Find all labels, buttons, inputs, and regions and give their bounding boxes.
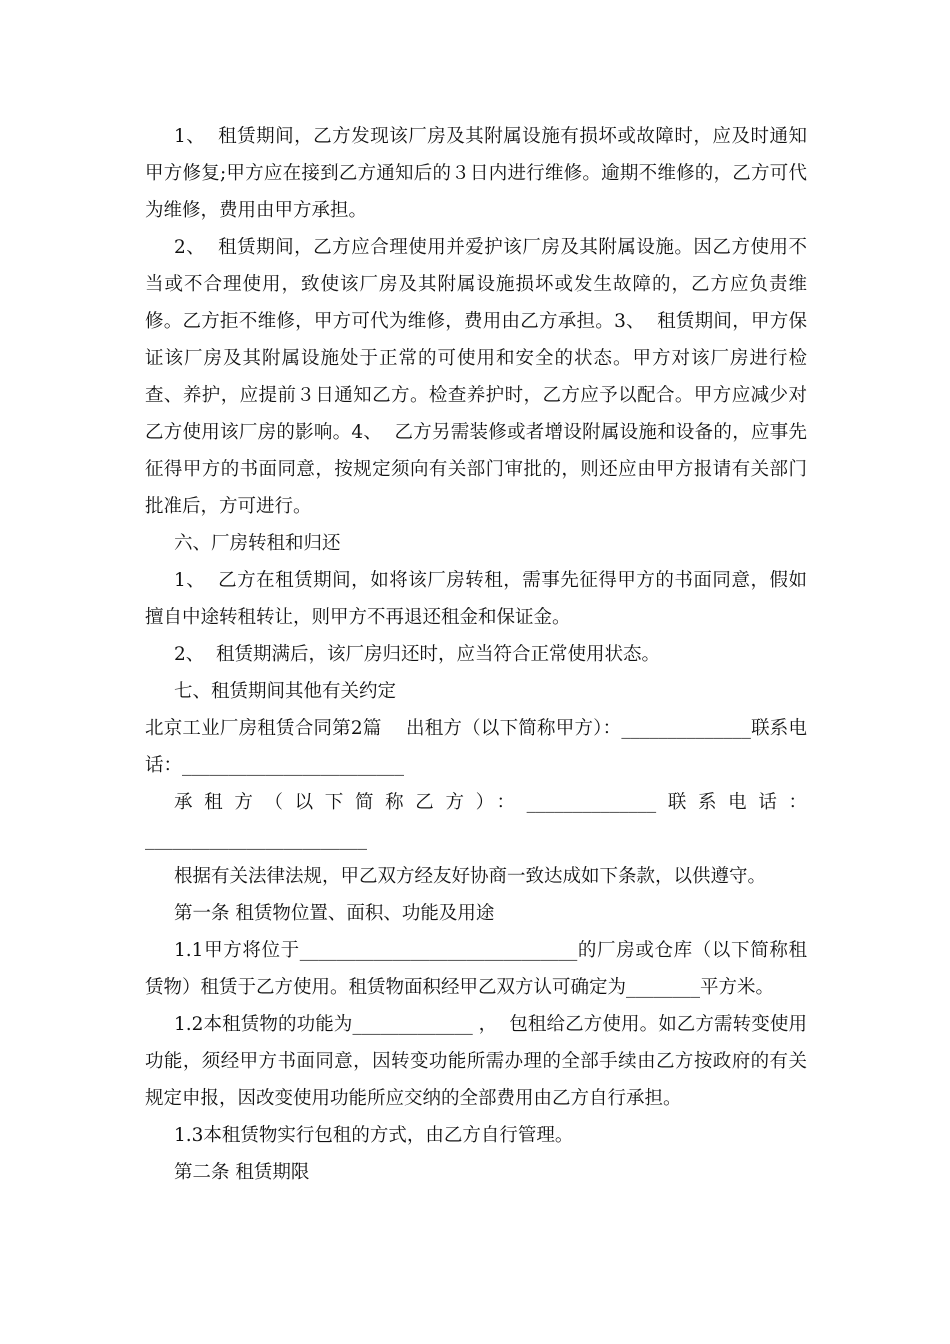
clause-repair-notice: 1、 租赁期间，乙方发现该厂房及其附属设施有损坏或故障时，应及时通知甲方修复;甲方应在接到乙方通知后的３日内进行维修。逾期不维修的，乙方可代为维修，费用由甲方承担。 (145, 126, 807, 221)
clause-proper-use: 2、 租赁期间，乙方应合理使用并爱护该厂房及其附属设施。因乙方使用不当或不合理使用，致使该厂房及其附属设施损坏或发生故障的，乙方应负责维修。乙方拒不维修，甲方可代为维修，费用由乙方承担。3、 租赁期间，甲方保证该厂房及其附属设施处于正常的可使用和安全的状态。甲方对该厂房进行检查、养护，应提前３日通知乙方。检查养护时，乙方应予以配合。甲方应减少对乙方使用该厂房的影响。4、 乙方另需装修或者增设附属设施和设备的，应事先征得甲方的书面同意，按规定须向有关部门审批的，则还应由甲方报请有关部门批准后，方可进行。 (145, 237, 807, 517)
clause-1-1: 1.1甲方将位于______________________________的厂房或仓库（以下简称租赁物）租赁于乙方使用。租赁物面积经甲乙双方认可确定为________平方米。 (145, 940, 807, 998)
preamble: 根据有关法律法规，甲乙双方经友好协商一致达成如下条款，以供遵守。 (174, 866, 767, 887)
clause-sublease: 1、 乙方在租赁期间，如将该厂房转租，需事先征得甲方的书面同意，假如擅自中途转租转让，则甲方不再退还租金和保证金。 (145, 570, 807, 628)
article-two-heading: 第二条 租赁期限 (174, 1162, 310, 1183)
lessee-line: 承租方（以下简称乙方）：______________联系电话：________________________ (145, 792, 807, 850)
clause-1-3: 1.3本租赁物实行包租的方式，由乙方自行管理。 (174, 1125, 574, 1146)
clause-1-2: 1.2本租赁物的功能为_____________ ， 包租给乙方使用。如乙方需转变使用功能，须经甲方书面同意，因转变功能所需办理的全部手续由乙方按政府的有关规定申报，因改变使用功能所应交纳的全部费用由乙方自行承担。 (145, 1014, 807, 1109)
section-heading-other: 七、租赁期间其他有关约定 (174, 681, 397, 702)
contract-title-lessor: 北京工业厂房租赁合同第2篇 出租方（以下简称甲方）：______________联系电话：________________________ (145, 718, 807, 776)
section-heading-sublease: 六、厂房转租和归还 (174, 533, 341, 554)
clause-return: 2、 租赁期满后，该厂房归还时，应当符合正常使用状态。 (174, 644, 661, 665)
contract-body (145, 118, 807, 1191)
article-one-heading: 第一条 租赁物位置、面积、功能及用途 (174, 903, 495, 924)
